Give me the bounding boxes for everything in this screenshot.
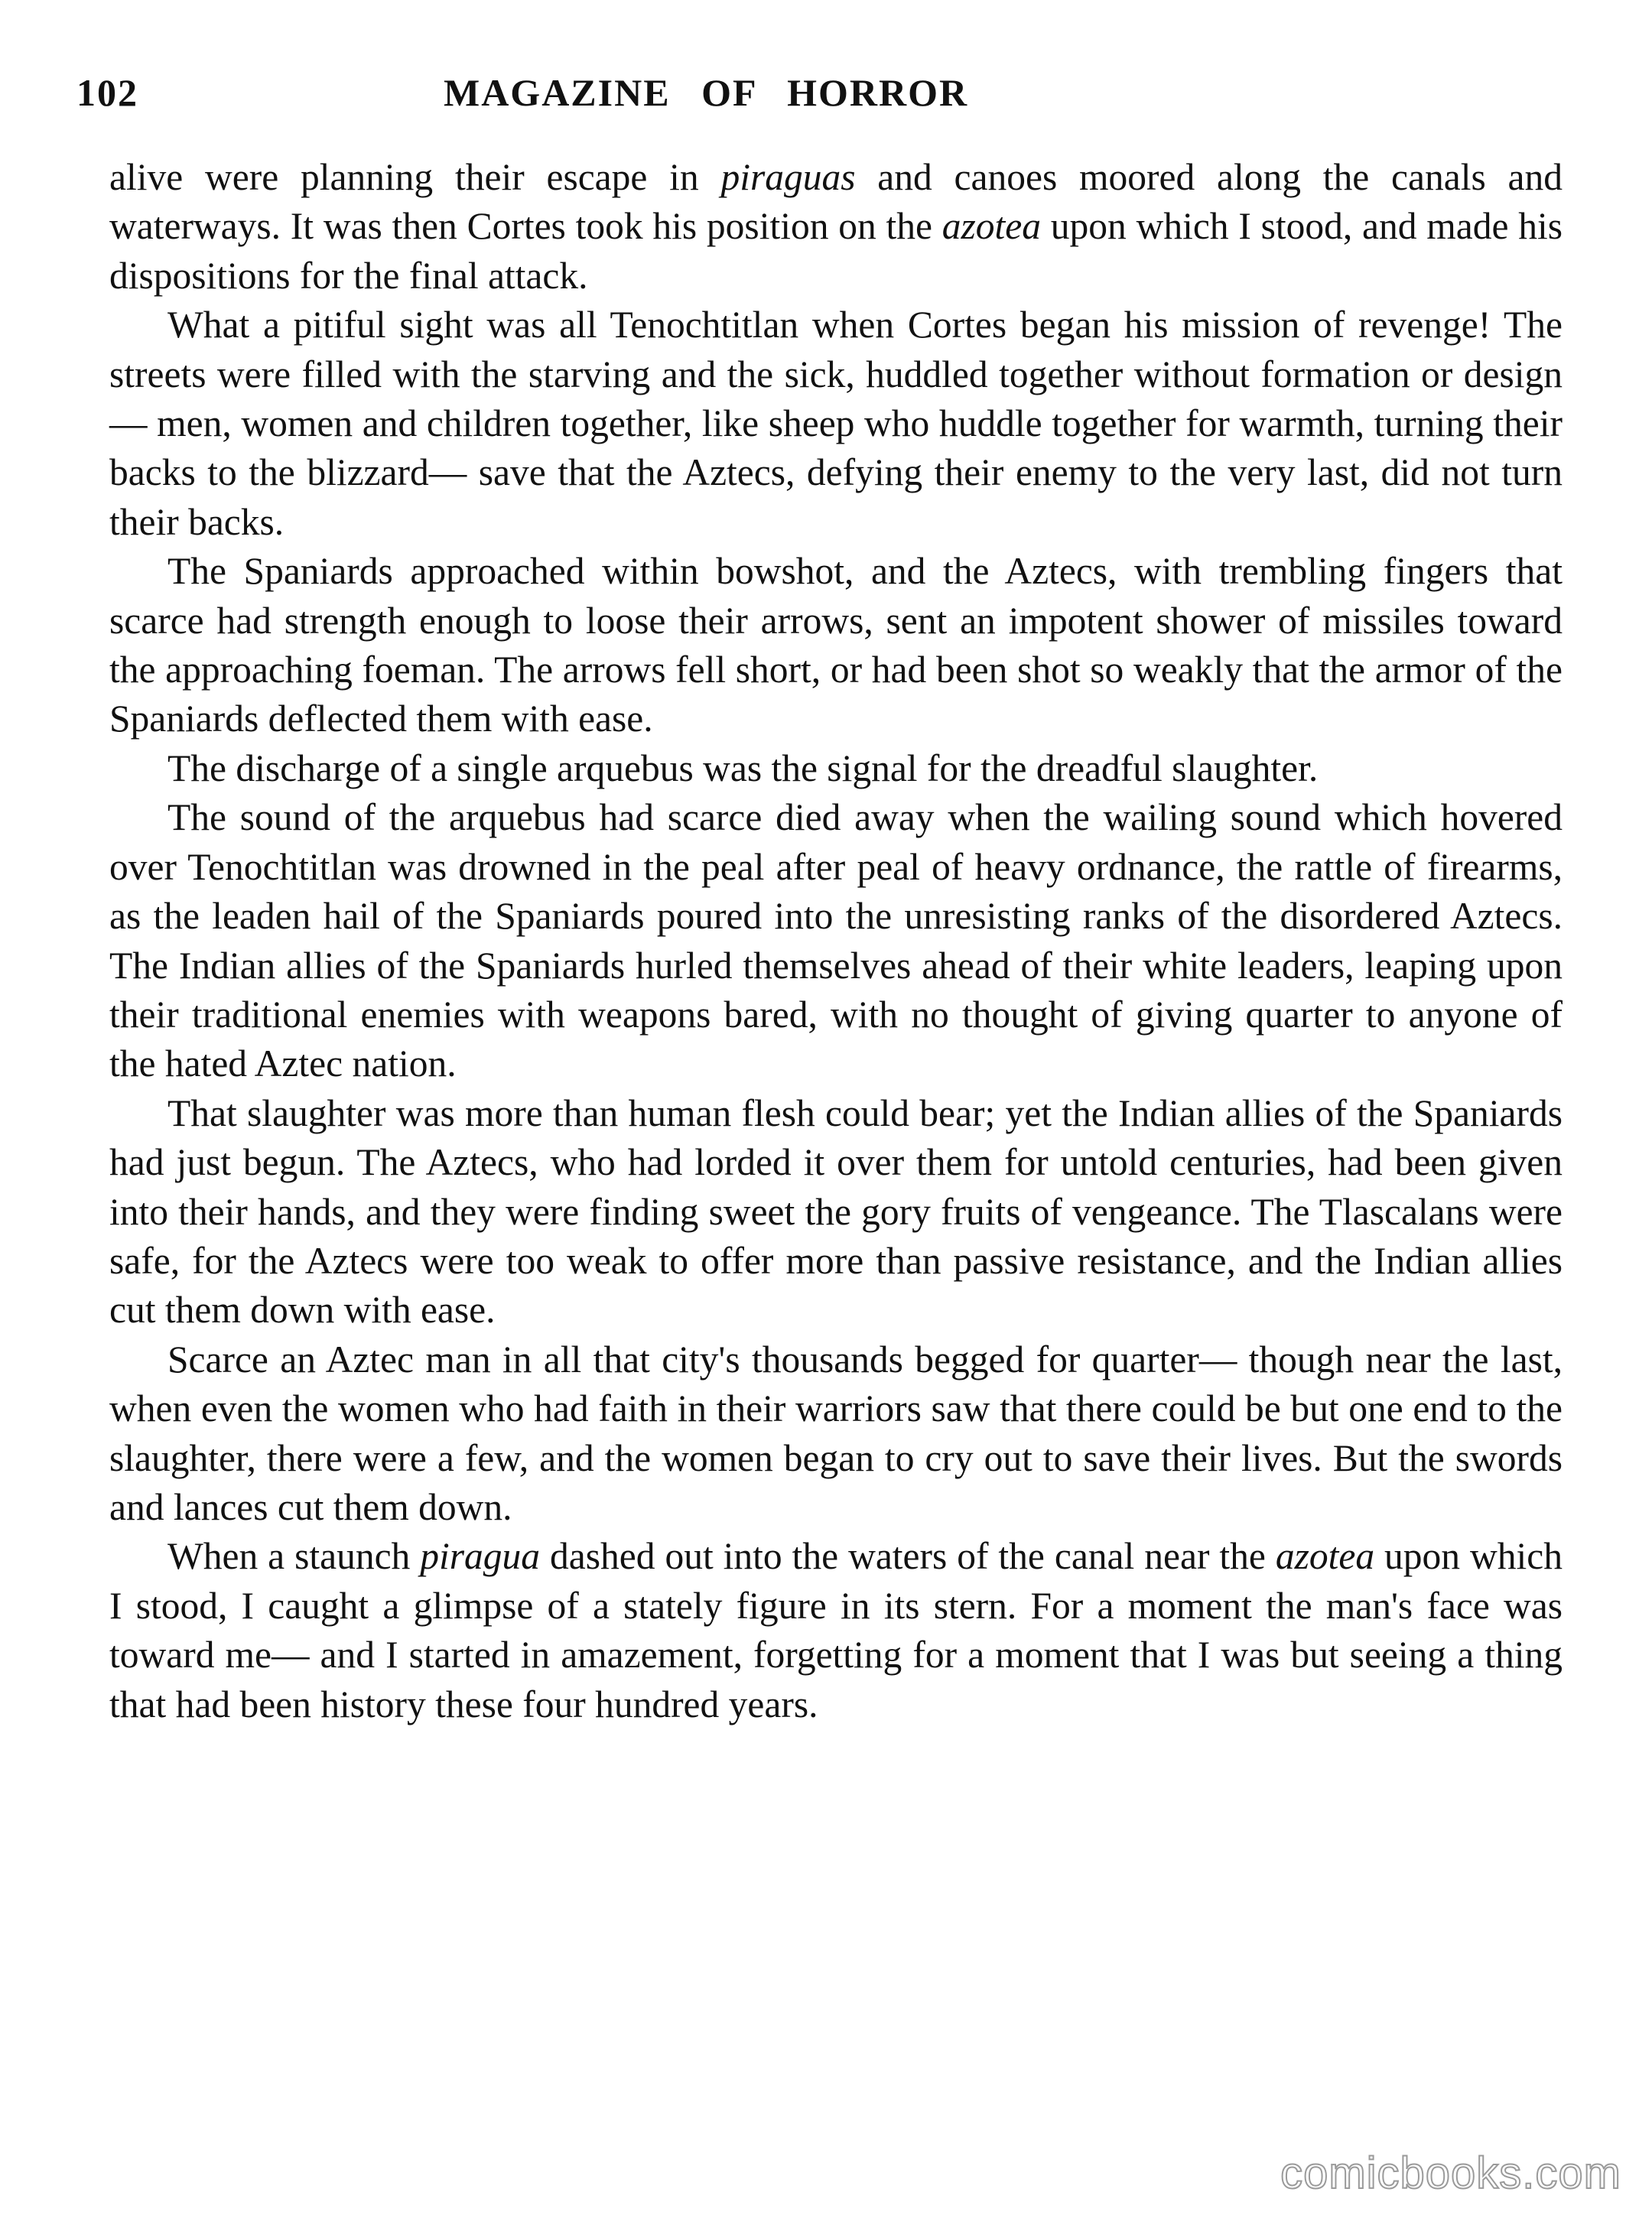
italic-term: azotea <box>1275 1535 1375 1578</box>
paragraph-7 <box>109 1335 1563 1533</box>
paragraph-1 <box>109 153 1563 301</box>
paragraph-text: That slaughter was more than human flesh could bear; yet the Indian allies of the Spaniards had just begun. The Aztecs, who had lorded it over them for untold centuries, had been given into their hands, and they were finding sweet the gory fruits of vengeance. The Tlascalans were safe, for the Aztecs were too weak to offer more than passive resistance, and the Indian allies cut them down with ease. <box>109 1091 1563 1332</box>
paragraph-text: alive were planning their escape in <box>109 156 721 198</box>
paragraph-5 <box>109 793 1563 1088</box>
italic-term: azotea <box>941 205 1042 248</box>
paragraph-2 <box>109 301 1563 547</box>
italic-term: piragua <box>420 1535 541 1578</box>
paragraph-4 <box>109 744 1563 793</box>
story-text <box>109 153 1563 1729</box>
paragraph-text: and canoes moored along the canals and waterways. It was then Cortes took his position on the <box>109 156 1563 248</box>
paragraph-6 <box>109 1089 1563 1335</box>
paragraph-text: upon which I stood, and made his dispositions for the final attack. <box>109 205 1563 297</box>
running-head <box>76 70 1553 132</box>
italic-term: piraguas <box>720 156 856 198</box>
paragraph-8 <box>109 1532 1563 1729</box>
paragraph-text: The sound of the arquebus had scarce died away when the wailing sound which hovered over Tenochtitlan was drowned in the peal after peal of heavy ordnance, the rattle of firearms, as the leaden hail of the Spaniards poured into the unresisting ranks of the disordered Aztecs. The Indian allies of the Spaniards hurled themselves ahead of their white leaders, leaping upon their traditional enemies with weapons bared, with no thought of giving quarter to anyone of the hated Aztec nation. <box>109 796 1563 1085</box>
paragraph-3 <box>109 547 1563 744</box>
paragraph-text: dashed out into the waters of the canal near the <box>540 1535 1276 1578</box>
paragraph-text: The Spaniards approached within bowshot, and the Aztecs, with trembling fingers that scarce had strength enough to loose their arrows, sent an impotent shower of missiles toward the approaching foeman. The arrows fell short, or had been shot so weakly that the armor of the Spaniards deflected them with ease. <box>109 550 1563 740</box>
paragraph-text: upon which I stood, I caught a glimpse of a stately figure in its stern. For a moment the man's face was toward me— and I started in amazement, forgetting for a moment that I was but seeing a thing that had been history these four hundred years. <box>109 1535 1563 1725</box>
paragraph-text: What a pitiful sight was all Tenochtitlan when Cortes began his mission of revenge! The streets were filled with the starving and the sick, huddled together without formation or design— men, women and children together, like sheep who huddle together for warmth, turning their backs to the blizzard— save that the Aztecs, defying their enemy to the very last, did not turn their backs. <box>109 304 1563 543</box>
paragraph-text: When a staunch <box>167 1535 421 1578</box>
watermark: comicbooks.com <box>1280 2148 1621 2198</box>
paragraph-text: The discharge of a single arquebus was the signal for the dreadful slaughter. <box>167 746 1319 789</box>
paragraph-text: Scarce an Aztec man in all that city's thousands begged for quarter— though near the last, when even the women who had faith in their warriors saw that there could be but one end to the slaughter, there were a few, and the women began to cry out to save their lives. But the swords and lances cut them down. <box>109 1338 1563 1528</box>
page-number: 102 <box>76 71 138 114</box>
magazine-title: MAGAZINE OF HORROR <box>444 71 969 114</box>
